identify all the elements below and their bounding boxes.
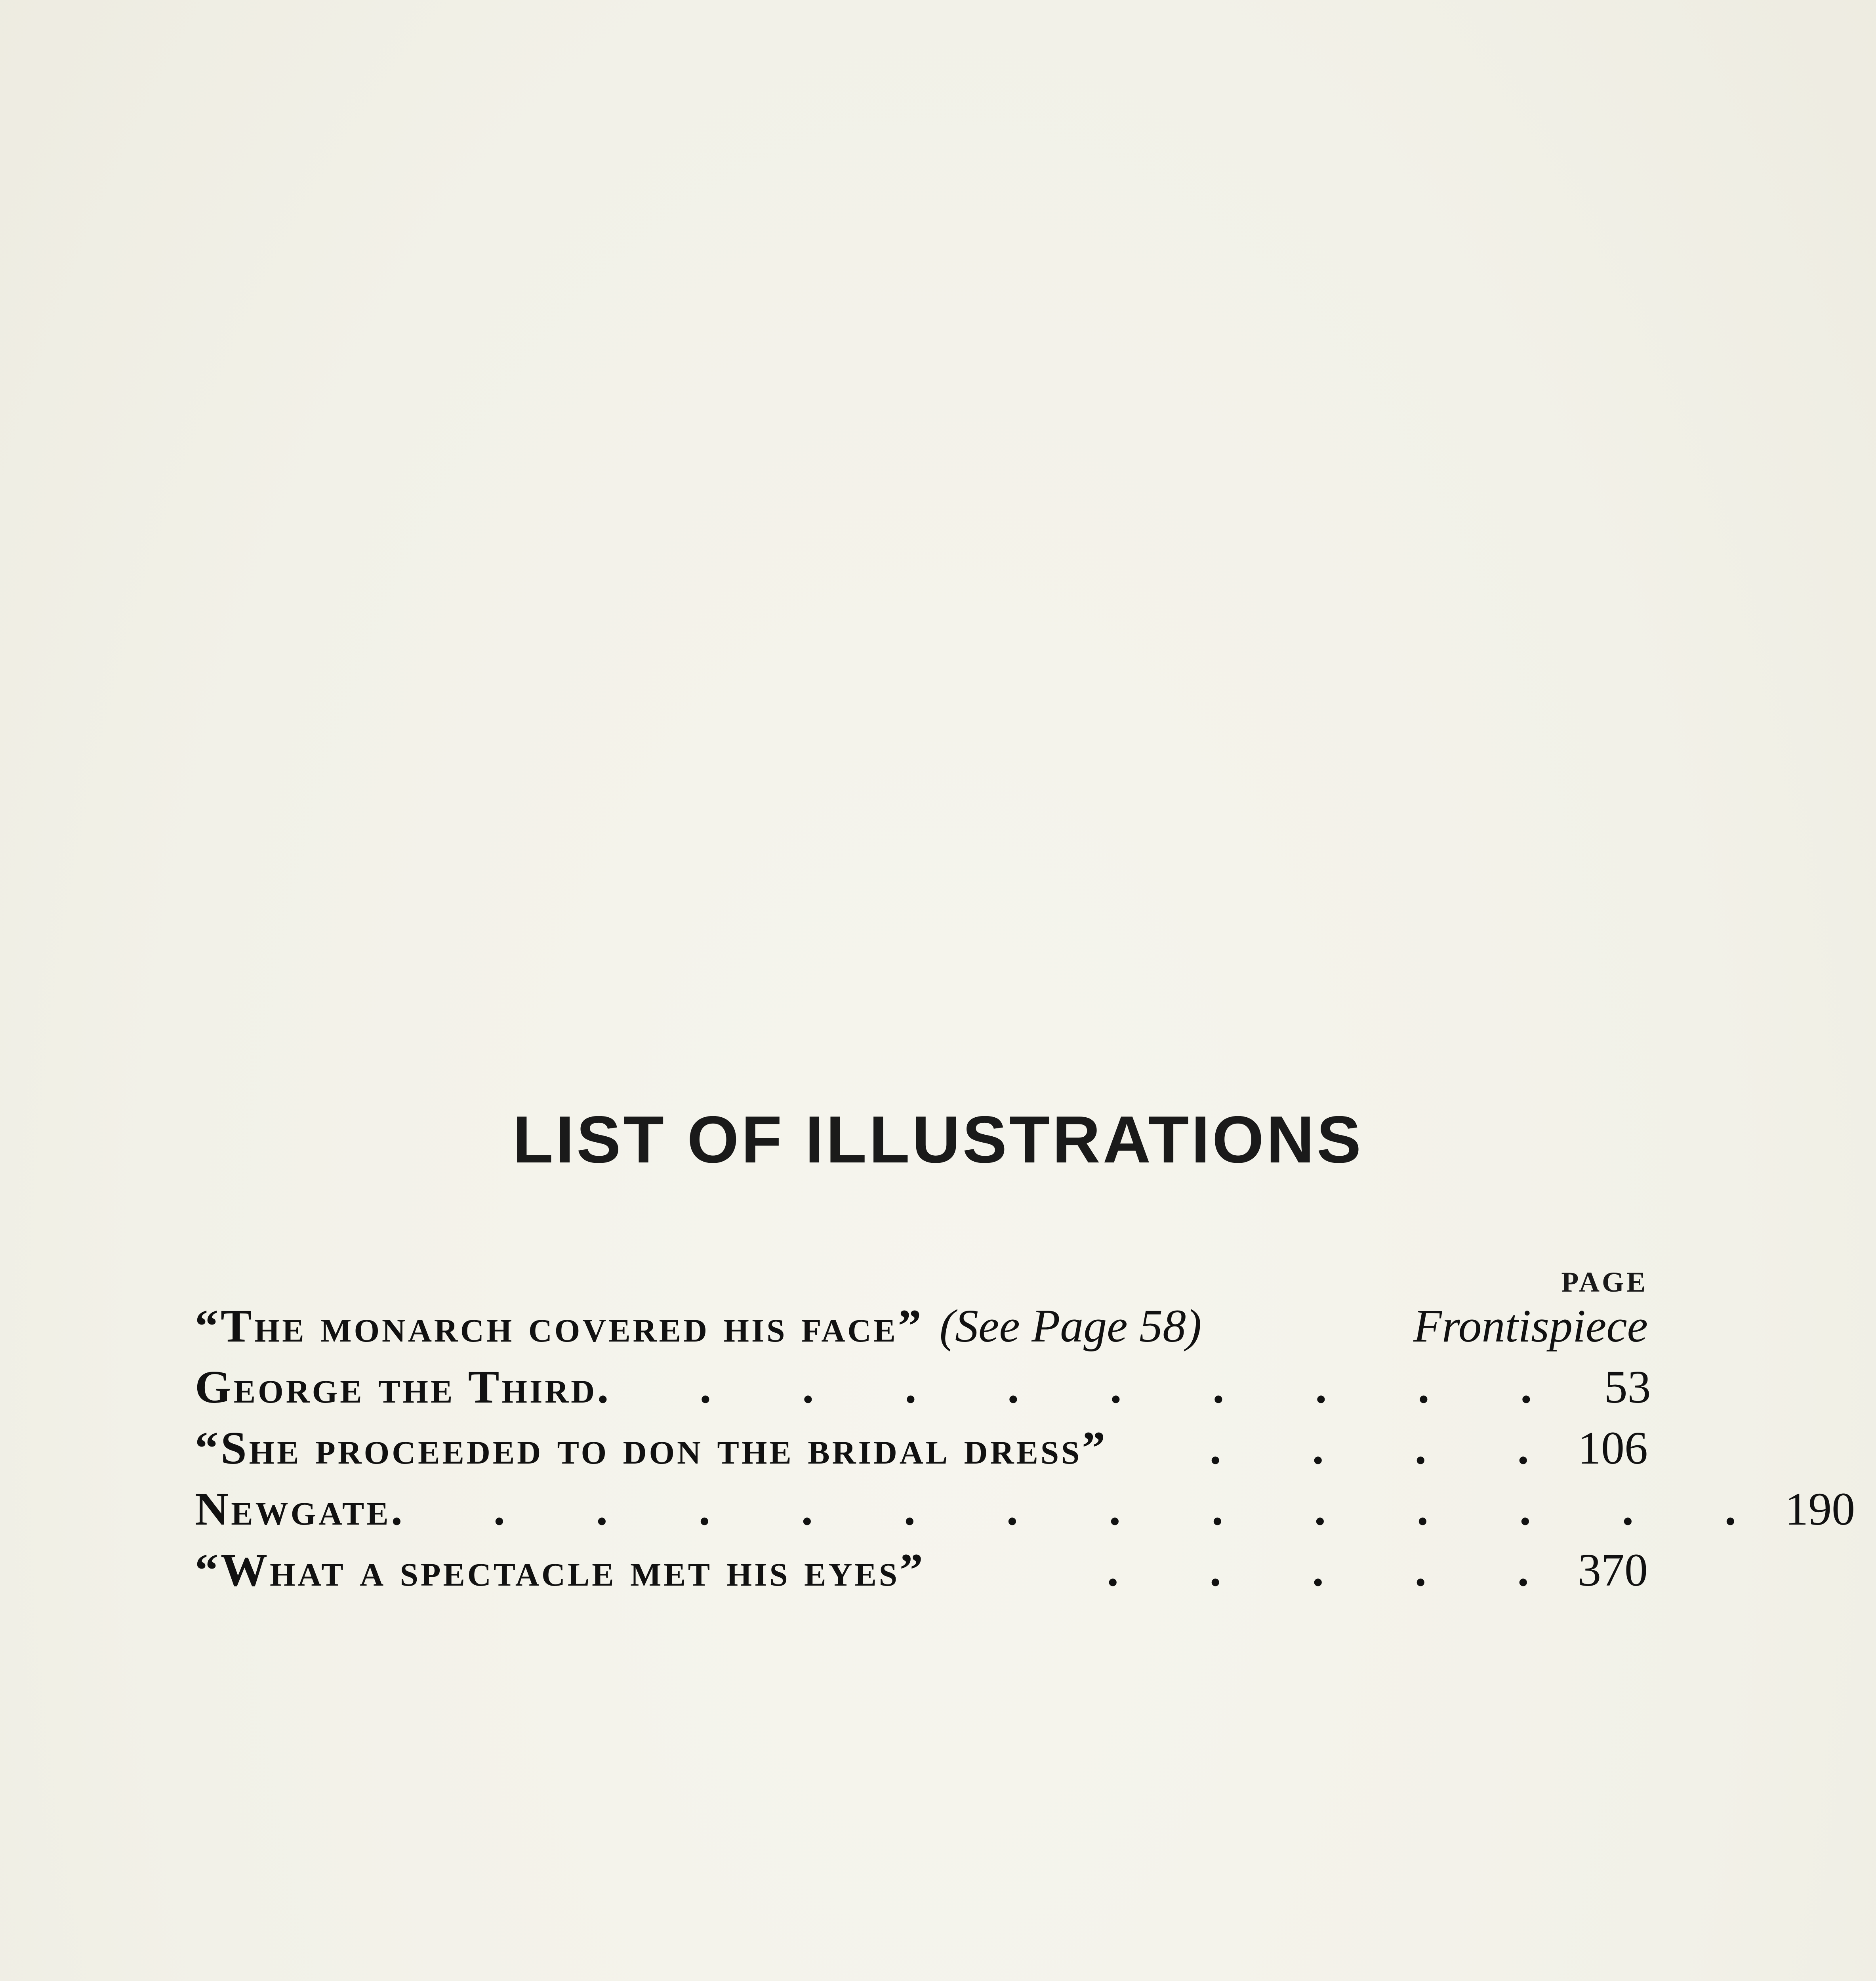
- entry-page: 106: [1578, 1422, 1648, 1474]
- entry-note: (See Page 58): [939, 1300, 1202, 1352]
- list-item: [195, 1479, 1855, 1540]
- entry-page: Frontispiece: [1413, 1300, 1648, 1352]
- entry-page: 370: [1578, 1544, 1648, 1596]
- entry-title: Newgate: [195, 1483, 391, 1535]
- list-item: [195, 1296, 1648, 1357]
- dot-leader: . . . . . . . . . . . . . .: [391, 1483, 1776, 1535]
- list-item: [195, 1357, 1651, 1418]
- dot-leader: . . . . .: [1107, 1544, 1569, 1596]
- entry-title: “The monarch covered his face”: [195, 1300, 924, 1352]
- page-column-label: PAGE: [1561, 1266, 1648, 1298]
- list-item: [195, 1418, 1648, 1479]
- entry-title: “She proceeded to don the bridal dress”: [195, 1422, 1108, 1474]
- entry-page: 190: [1785, 1483, 1855, 1535]
- page-title: LIST OF ILLUSTRATIONS: [512, 1102, 1364, 1177]
- dot-leader: . . . .: [1209, 1422, 1569, 1474]
- dot-leader: . . . . . . . . . .: [597, 1361, 1572, 1413]
- illustrations-list: [195, 1296, 1855, 1601]
- list-item: [195, 1540, 1648, 1601]
- entry-title: George the Third: [195, 1361, 597, 1413]
- entry-page: 53: [1604, 1361, 1651, 1413]
- entry-title: “What a spectacle met his eyes”: [195, 1544, 926, 1596]
